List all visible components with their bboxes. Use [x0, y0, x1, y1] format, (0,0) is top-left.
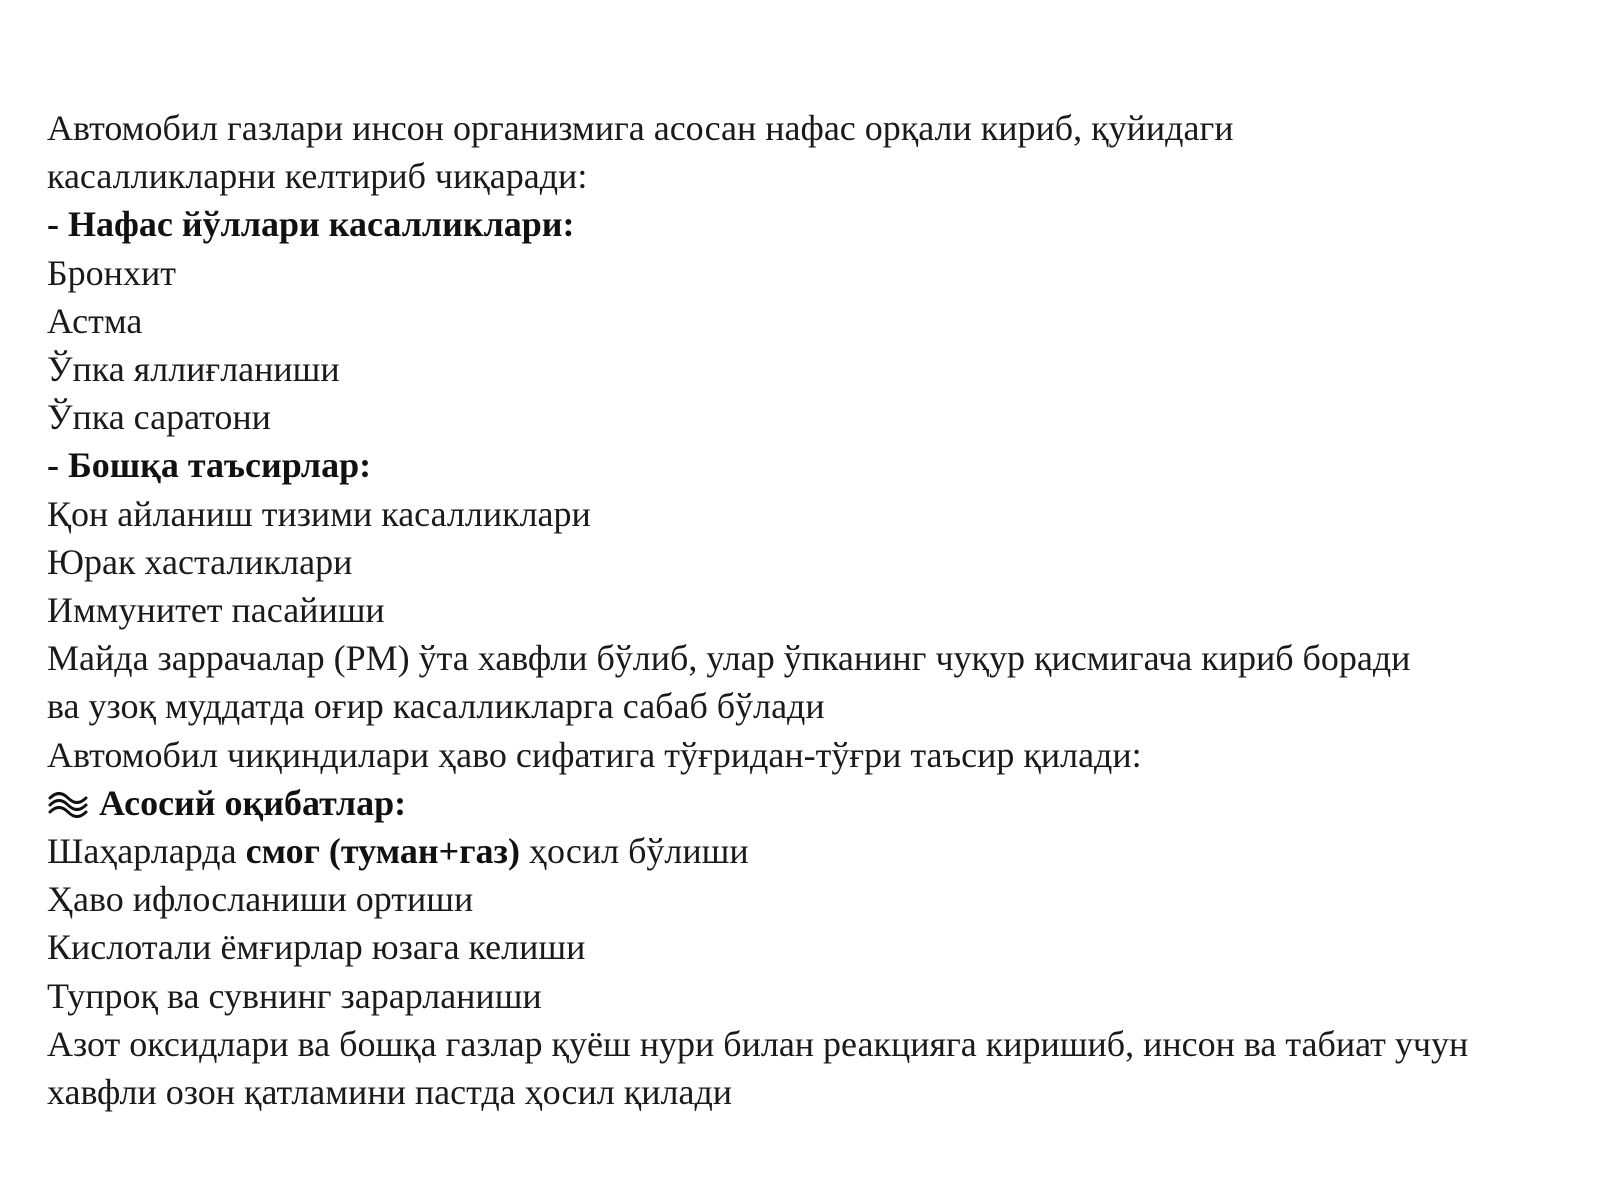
- section-heading-other-effects: - Бошқа таъсирлар:: [47, 445, 372, 486]
- list-item: Кислотали ёмғирлар юзага келиши: [47, 927, 586, 968]
- fog-icon: [47, 789, 89, 819]
- list-item: Юрак хасталиклари: [47, 541, 353, 582]
- list-item: Ўпка яллиғланиши: [47, 349, 340, 390]
- list-item: Қон айланиш тизими касалликлари: [47, 493, 591, 534]
- ozone-note-paragraph: Азот оксидлари ва бошқа газлар қуёш нури билан реакцияга киришиб, инсон ва табиат учун хавфли озон қатламини пастда ҳосил қилади: [47, 1023, 1469, 1113]
- list-item: Ўпка саратони: [47, 397, 271, 438]
- smog-item: [47, 827, 1567, 875]
- list-item: Иммунитет пасайиши: [47, 590, 385, 631]
- intro-paragraph: Автомобил газлари инсон организмига асосан нафас орқали кириб, қуйидаги касалликларни келтириб чиқаради:: [47, 108, 1234, 197]
- section-heading-consequences: [47, 779, 1567, 827]
- list-item: Тупроқ ва сувнинг зарарланиши: [47, 975, 542, 1016]
- consequences-heading-label: Асосий оқибатлар:: [99, 782, 407, 823]
- smog-item-bold: смог (туман+газ): [245, 831, 520, 872]
- list-item: Ҳаво ифлосланиши ортиши: [47, 879, 474, 920]
- document-body: [47, 104, 1567, 1116]
- section-heading-respiratory: - Нафас йўллари касалликлари:: [47, 204, 575, 245]
- pm-note-paragraph: Майда заррачалар (PM) ўта хавфли бўлиб, улар ўпканинг чуқур қисмигача кириб боради ва узоқ муддатда оғир касалликларга сабаб бўлади: [47, 638, 1411, 727]
- smog-item-prefix: Шаҳарларда: [47, 831, 246, 872]
- air-quality-intro: Автомобил чиқиндилари ҳаво сифатига тўғридан-тўғри таъсир қилади:: [47, 734, 1142, 775]
- list-item: Астма: [47, 300, 143, 341]
- smog-item-suffix: ҳосил бўлиши: [520, 831, 749, 872]
- list-item: Бронхит: [47, 252, 176, 293]
